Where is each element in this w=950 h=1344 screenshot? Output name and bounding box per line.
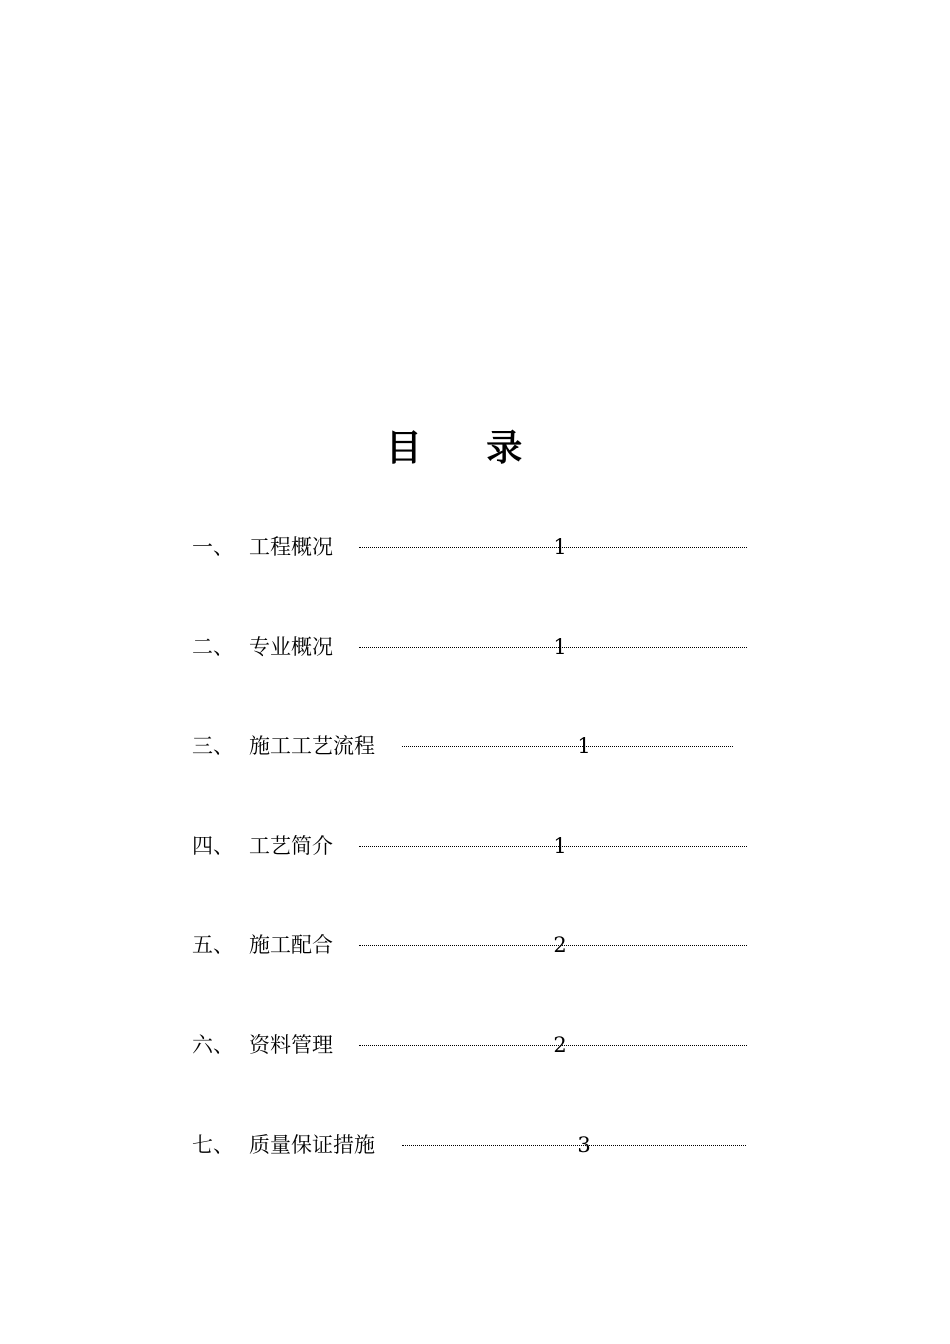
toc-entry-label: 施工工艺流程: [249, 734, 375, 758]
toc-entry-6[interactable]: [0, 1030, 950, 1060]
toc-entry-number: 六、: [192, 1033, 234, 1057]
toc-entry-page: 2: [553, 933, 567, 957]
toc-entry-label: 施工配合: [249, 933, 333, 957]
toc-entry-label: 专业概况: [249, 635, 333, 659]
toc-entry-number: 五、: [192, 933, 234, 957]
toc-entry-label: 工艺简介: [249, 834, 333, 858]
toc-entry-label: 资料管理: [249, 1033, 333, 1057]
toc-entry-number: 一、: [192, 535, 234, 559]
toc-entry-page: 2: [553, 1033, 567, 1057]
toc-entry-page: 1: [553, 834, 567, 858]
toc-entry-number: 二、: [192, 635, 234, 659]
page-title: 目 录: [385, 427, 549, 469]
toc-entry-1[interactable]: [0, 532, 950, 562]
toc-entry-5[interactable]: [0, 930, 950, 960]
toc-entry-page: 3: [577, 1133, 591, 1157]
toc-entry-number: 四、: [192, 834, 234, 858]
toc-entry-4[interactable]: [0, 831, 950, 861]
toc-entry-page: 1: [553, 535, 567, 559]
toc-entry-page: 1: [577, 734, 591, 758]
toc-entry-label: 工程概况: [249, 535, 333, 559]
toc-leader-dots: [402, 746, 733, 747]
toc-entry-2[interactable]: [0, 632, 950, 662]
toc-entry-page: 1: [553, 635, 567, 659]
toc-entry-3[interactable]: [0, 731, 950, 761]
toc-entry-number: 三、: [192, 734, 234, 758]
toc-entry-number: 七、: [192, 1133, 234, 1157]
toc-entry-label: 质量保证措施: [249, 1133, 375, 1157]
toc-entry-7[interactable]: [0, 1130, 950, 1160]
